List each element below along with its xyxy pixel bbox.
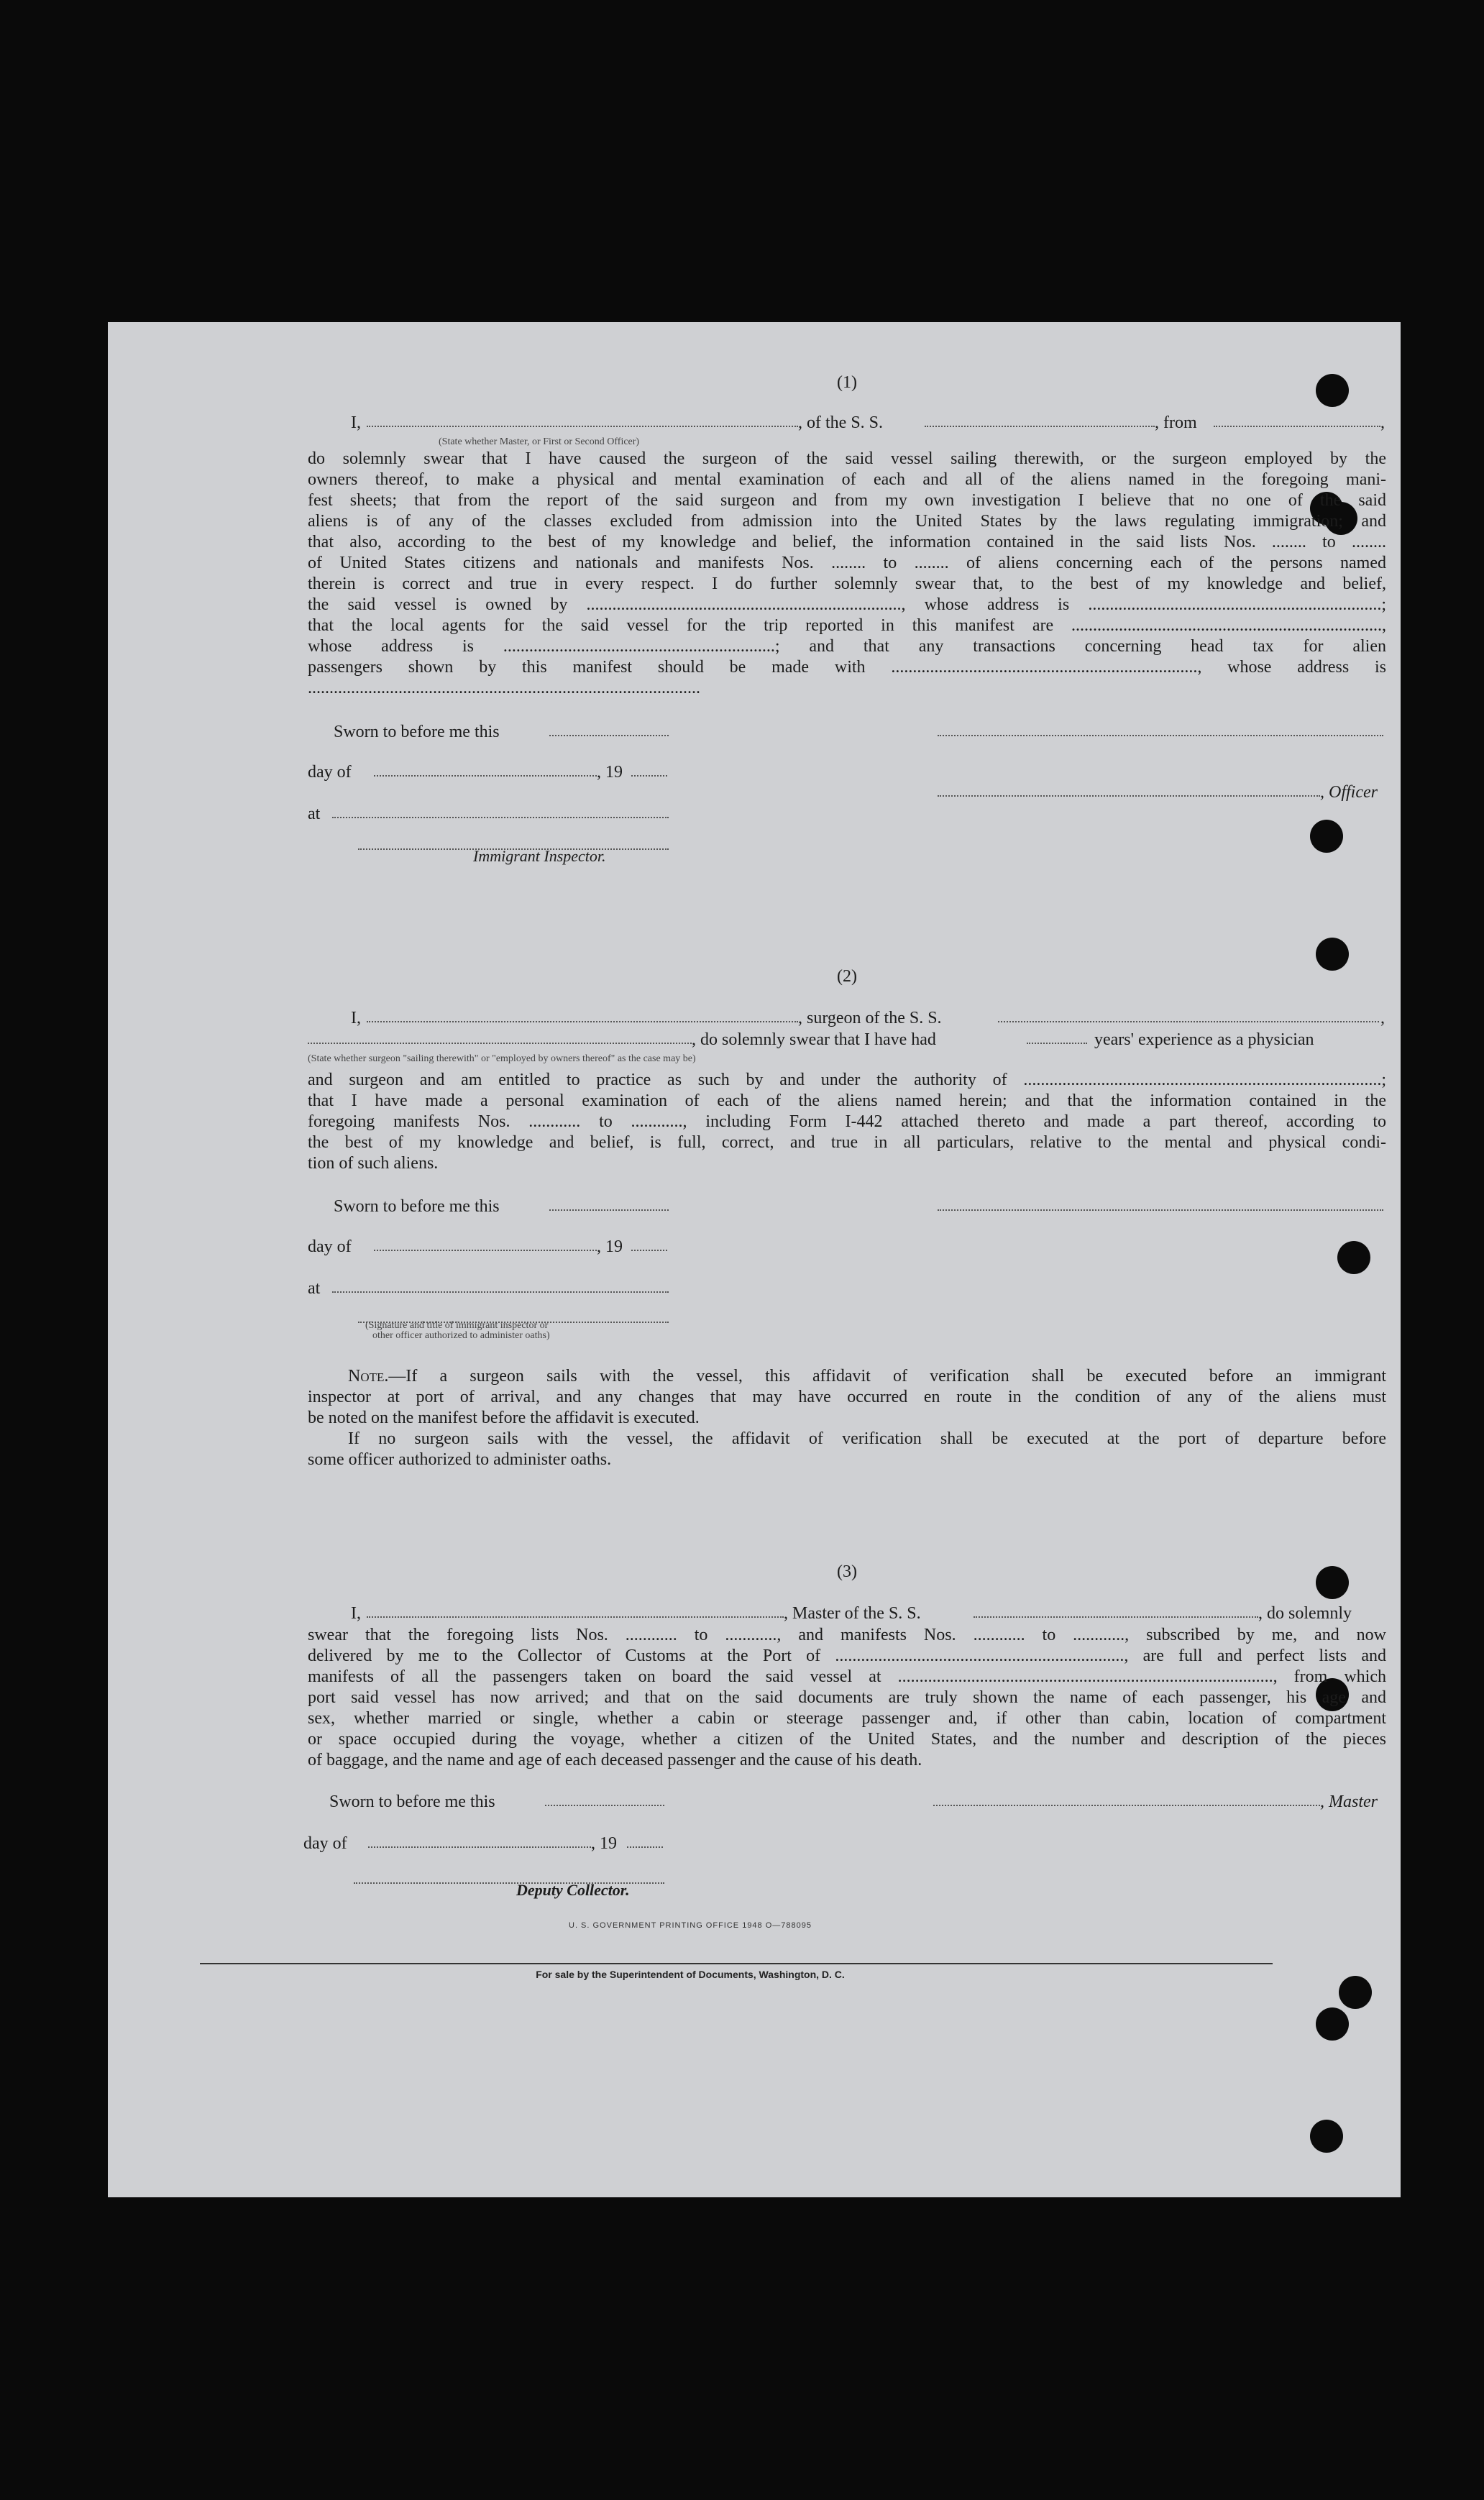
section-2-line-2 bbox=[308, 1030, 1386, 1050]
punch-hole-9 bbox=[1339, 1976, 1372, 2009]
section-2-note-block: Note.—If a surgeon sails with the vessel, this affidavit of verification shall be executed before an immigrant inspector at port of arrival, and any changes that may have occurred en route in the condition of any of the aliens must be noted on the manifest before the affidavit is executed. If no surgeon sails with the vessel, the affidavit of verification shall be executed at the port of departure before some officer authorized to administer oaths. bbox=[308, 1367, 1386, 1469]
s3-line: port said vessel has now arrived; and that on the said documents are truly shown the name of each passenger, his age and bbox=[308, 1688, 1386, 1707]
s3-master-blank bbox=[933, 1792, 1320, 1806]
s1-i: I, bbox=[351, 413, 361, 432]
s1-vessel-label: , of the S. S. bbox=[798, 413, 884, 432]
s1-line: of United States citizens and nationals and manifests Nos. ........ to ........ of aliens concerning each of the persons named bbox=[308, 554, 1386, 572]
section-1-line-1: I, , of the S. S. , from , bbox=[351, 413, 1385, 432]
s3-line: delivered by me to the Collector of Customs at the Port of ..................................................................., are full and perfect lists and bbox=[308, 1647, 1386, 1665]
s1-name-blank bbox=[367, 413, 798, 427]
punch-hole-11 bbox=[1310, 2120, 1343, 2153]
s1-line: passengers shown by this manifest should be made with ......................................................................., whose address is bbox=[308, 658, 1386, 677]
s1-signature-blank bbox=[938, 722, 1383, 736]
s2-sig-note-1: (Signature and title of immigrant inspector or bbox=[365, 1320, 549, 1331]
s1-inspector-label: Immigrant Inspector. bbox=[473, 847, 606, 865]
s3-master-signature-label: , Master bbox=[1320, 1792, 1378, 1811]
s1-line: fest sheets; that from the report of the said surgeon and from my own investigation I believe that no one of the said bbox=[308, 491, 1386, 510]
s2-swear-label: , do solemnly swear that I have had bbox=[692, 1030, 936, 1049]
section-2-jurat: Sworn to before me this day of , 19 at (Signature and title of immigrant inspector or other officer authorized to administer oaths) bbox=[308, 1196, 1386, 1340]
footer-rule bbox=[200, 1963, 1273, 1964]
s1-line: ........................................................................................... bbox=[308, 679, 700, 697]
s2-signature-blank bbox=[938, 1196, 1383, 1211]
s3-line: of baggage, and the name and age of each deceased passenger and the cause of his death. bbox=[308, 1751, 922, 1769]
section-1-note: (State whether Master, or First or Second Officer) bbox=[439, 436, 640, 447]
section-3-number: (3) bbox=[837, 1562, 857, 1581]
s2-line: and surgeon and am entitled to practice as such by and under the authority of ...................................................................................; bbox=[308, 1071, 1386, 1089]
section-3-line-1: I, , Master of the S. S. , do solemnly bbox=[351, 1604, 1352, 1623]
s3-collector-label: Deputy Collector. bbox=[516, 1881, 630, 1899]
s1-line: whose address is ...............................................................; and that any transactions concerning head tax for alien bbox=[308, 637, 1386, 656]
s1-line: aliens is of any of the classes excluded from admission into the United States by the laws regulating immigration; and bbox=[308, 512, 1386, 531]
s2-line: tion of such aliens. bbox=[308, 1154, 439, 1173]
s2-line: the best of my knowledge and belief, is full, correct, and true in all particulars, relative to the mental and physical condi- bbox=[308, 1133, 1386, 1152]
s1-line: owners thereof, to make a physical and mental examination of each and all of the aliens named in the foregoing mani- bbox=[308, 470, 1386, 489]
s3-line: sex, whether married or single, whether a cabin or steerage passenger and, if other than cabin, location of compartment bbox=[308, 1709, 1386, 1728]
s1-officer-label: , Officer bbox=[1320, 783, 1378, 802]
s1-from-blank bbox=[1214, 413, 1380, 427]
section-2-line-1: I, , surgeon of the S. S. , bbox=[351, 1009, 1385, 1027]
s1-at: at bbox=[308, 805, 321, 823]
s2-experience-label: years' experience as a physician bbox=[1094, 1030, 1314, 1049]
section-1-number: (1) bbox=[837, 373, 857, 392]
s3-line: manifests of all the passengers taken on board the said vessel at ......................................................................................., from which bbox=[308, 1667, 1386, 1686]
s1-day: day of bbox=[308, 763, 352, 782]
s1-line: therein is correct and true in every respect. I do further solemnly swear that, to the best of my knowledge and belief, bbox=[308, 574, 1386, 593]
s1-line: the said vessel is owned by ........................................................................., whose address is ....................................................................; bbox=[308, 595, 1386, 614]
s1-line: that also, according to the best of my knowledge and belief, the information contained in the said lists Nos. ........ to ........ bbox=[308, 533, 1386, 551]
s1-line: do solemnly swear that I have caused the surgeon of the said vessel sailing therewith, or the surgeon employed by the bbox=[308, 449, 1386, 468]
s2-line: that I have made a personal examination of each of the aliens named herein; and that the information contained in the bbox=[308, 1091, 1386, 1110]
note-label: Note. bbox=[348, 1367, 389, 1386]
s1-line: that the local agents for the said vessel for the trip reported in this manifest are ........................................................................, bbox=[308, 616, 1386, 635]
s2-sig-note-2: other officer authorized to administer oaths) bbox=[372, 1330, 550, 1341]
punch-hole-10 bbox=[1316, 2007, 1349, 2041]
section-2-number: (2) bbox=[837, 967, 857, 986]
gpo-imprint: U. S. GOVERNMENT PRINTING OFFICE 1948 O—788095 bbox=[569, 1921, 812, 1930]
s1-sworn: Sworn to before me this bbox=[334, 723, 500, 741]
section-1-paragraph bbox=[308, 449, 1386, 699]
s3-master-label: , Master of the S. S. bbox=[784, 1604, 921, 1623]
section-2-note: (State whether surgeon "sailing therewith" or "employed by owners thereof" as the case may be) bbox=[308, 1053, 696, 1064]
section-3-paragraph bbox=[308, 1625, 1386, 1771]
section-2-paragraph bbox=[308, 1070, 1386, 1174]
section-3-jurat: Sworn to before me this , Master day of , 19 Deputy Collector. bbox=[303, 1792, 1378, 1899]
s1-from-label: , from bbox=[1155, 413, 1197, 432]
s3-line: or space occupied during the voyage, whether a citizen of the United States, and the number and description of the pieces bbox=[308, 1730, 1386, 1749]
section-1-jurat: Sworn to before me this day of , 19 , Officer at Immigrant Inspector. bbox=[308, 722, 1386, 866]
s1-officer-blank bbox=[938, 782, 1320, 797]
manifest-form-page bbox=[108, 322, 1401, 2197]
s2-line: foregoing manifests Nos. ............ to ............, including Form I-442 attached thereto and made a part thereof, according to bbox=[308, 1112, 1386, 1131]
s3-line: swear that the foregoing lists Nos. ............ to ............, and manifests Nos. ............ to ............, subscribed by me, and now bbox=[308, 1626, 1386, 1644]
s1-vessel-blank bbox=[925, 413, 1155, 427]
s2-surgeon-label: , surgeon of the S. S. bbox=[798, 1009, 942, 1027]
sale-notice: For sale by the Superintendent of Documents, Washington, D. C. bbox=[536, 1969, 845, 1980]
